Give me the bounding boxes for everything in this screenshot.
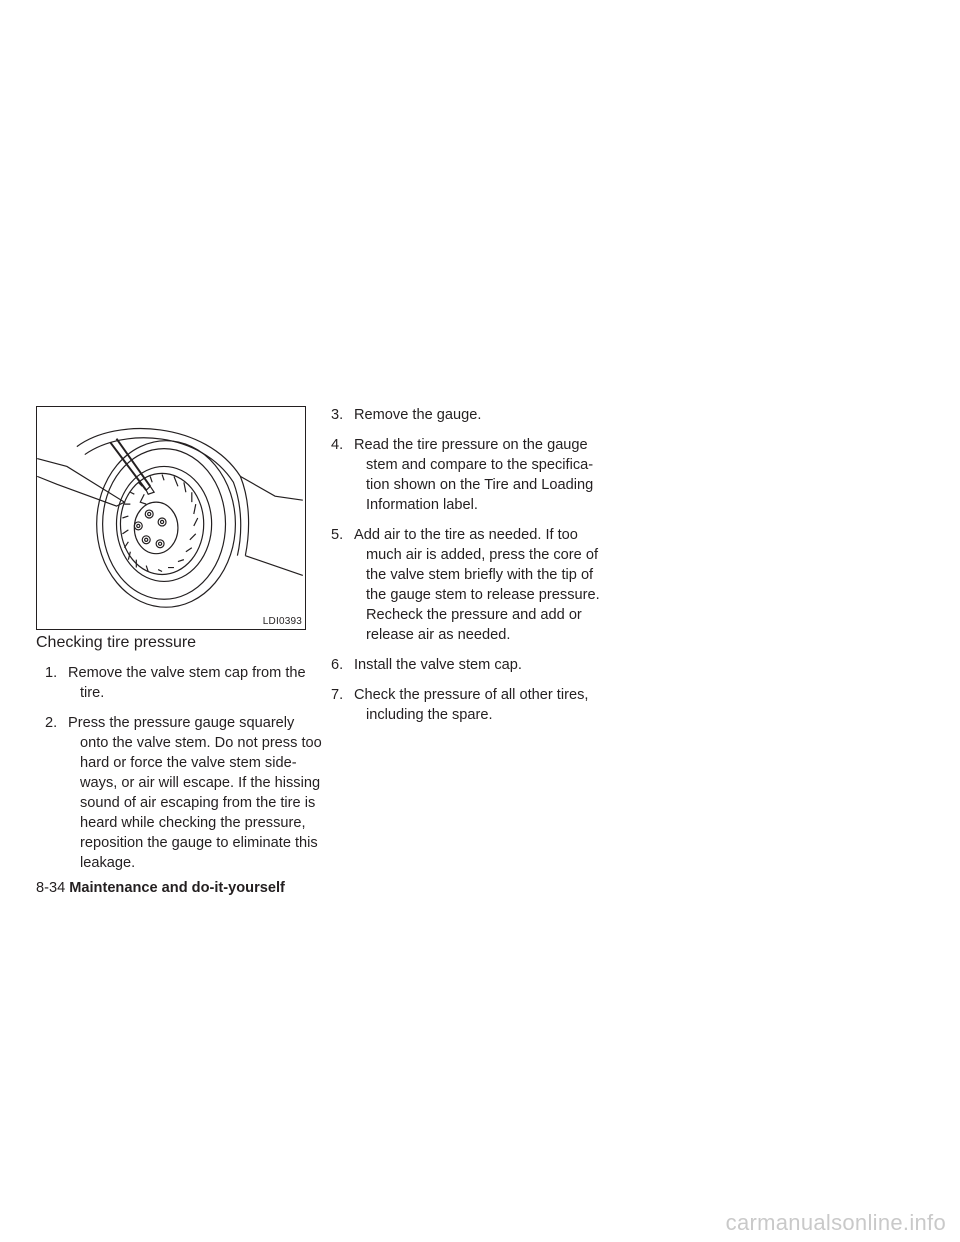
chapter-title: Maintenance and do-it-yourself (69, 880, 285, 896)
step-line: Recheck the pressure and add or (366, 607, 582, 623)
step-text (354, 405, 605, 425)
steps-list-right (331, 405, 605, 735)
step-line: sound of air escaping from the tire is (80, 795, 316, 811)
step-item (331, 685, 605, 725)
step-line: hard or force the valve stem side- (80, 755, 297, 771)
steps-list-left (45, 663, 322, 883)
step-text (354, 435, 605, 515)
step-line: Check the pressure of all other tires, (354, 687, 589, 703)
step-line: Read the tire pressure on the gauge (354, 437, 588, 453)
step-text (354, 525, 605, 645)
step-number: 5. (331, 527, 344, 543)
step-text (354, 655, 605, 675)
step-number: 1. (45, 665, 58, 681)
step-item (331, 405, 605, 425)
step-text (68, 663, 311, 703)
step-line: including the spare. (366, 707, 493, 723)
step-line: onto the valve stem. Do not press too (80, 735, 322, 751)
step-line: Information label. (366, 497, 478, 513)
step-text (68, 713, 322, 873)
step-line: release air as needed. (366, 627, 511, 643)
step-line: much air is added, press the core of (366, 547, 598, 563)
step-item (45, 713, 322, 873)
step-text (354, 685, 605, 725)
step-line: tion shown on the Tire and Loading (366, 477, 594, 493)
page-footer (36, 880, 285, 896)
step-line: Install the valve stem cap. (354, 657, 522, 673)
step-number: 4. (331, 437, 344, 453)
step-line: leakage. (80, 855, 136, 871)
step-line: Remove the gauge. (354, 407, 482, 423)
step-line: reposition the gauge to eliminate this (80, 835, 318, 851)
step-line: heard while checking the pressure, (80, 815, 306, 831)
step-line: tire. (80, 685, 105, 701)
step-line: the gauge stem to release pressure. (366, 587, 600, 603)
step-line: Add air to the tire as needed. If too (354, 527, 578, 543)
step-line: Remove the valve stem cap from the (68, 665, 306, 681)
step-item (331, 655, 605, 675)
page-number: 8-34 (36, 880, 66, 896)
step-item (45, 663, 311, 703)
step-item (331, 525, 605, 645)
wheel-with-gauge-drawing (37, 407, 305, 629)
step-line: stem and compare to the specifica- (366, 457, 594, 473)
section-title: Checking tire pressure (36, 634, 197, 651)
step-line: the valve stem briefly with the tip of (366, 567, 594, 583)
step-line: Press the pressure gauge squarely (68, 715, 295, 731)
figure-code: LDI0393 (262, 616, 302, 627)
tire-pressure-illustration (36, 406, 306, 630)
step-line: ways, or air will escape. If the hissing (80, 775, 321, 791)
step-number: 7. (331, 687, 344, 703)
step-number: 6. (331, 657, 344, 673)
watermark: carmanualsonline.info (725, 1210, 946, 1235)
step-item (331, 435, 605, 515)
step-number: 3. (331, 407, 344, 423)
step-number: 2. (45, 715, 58, 731)
